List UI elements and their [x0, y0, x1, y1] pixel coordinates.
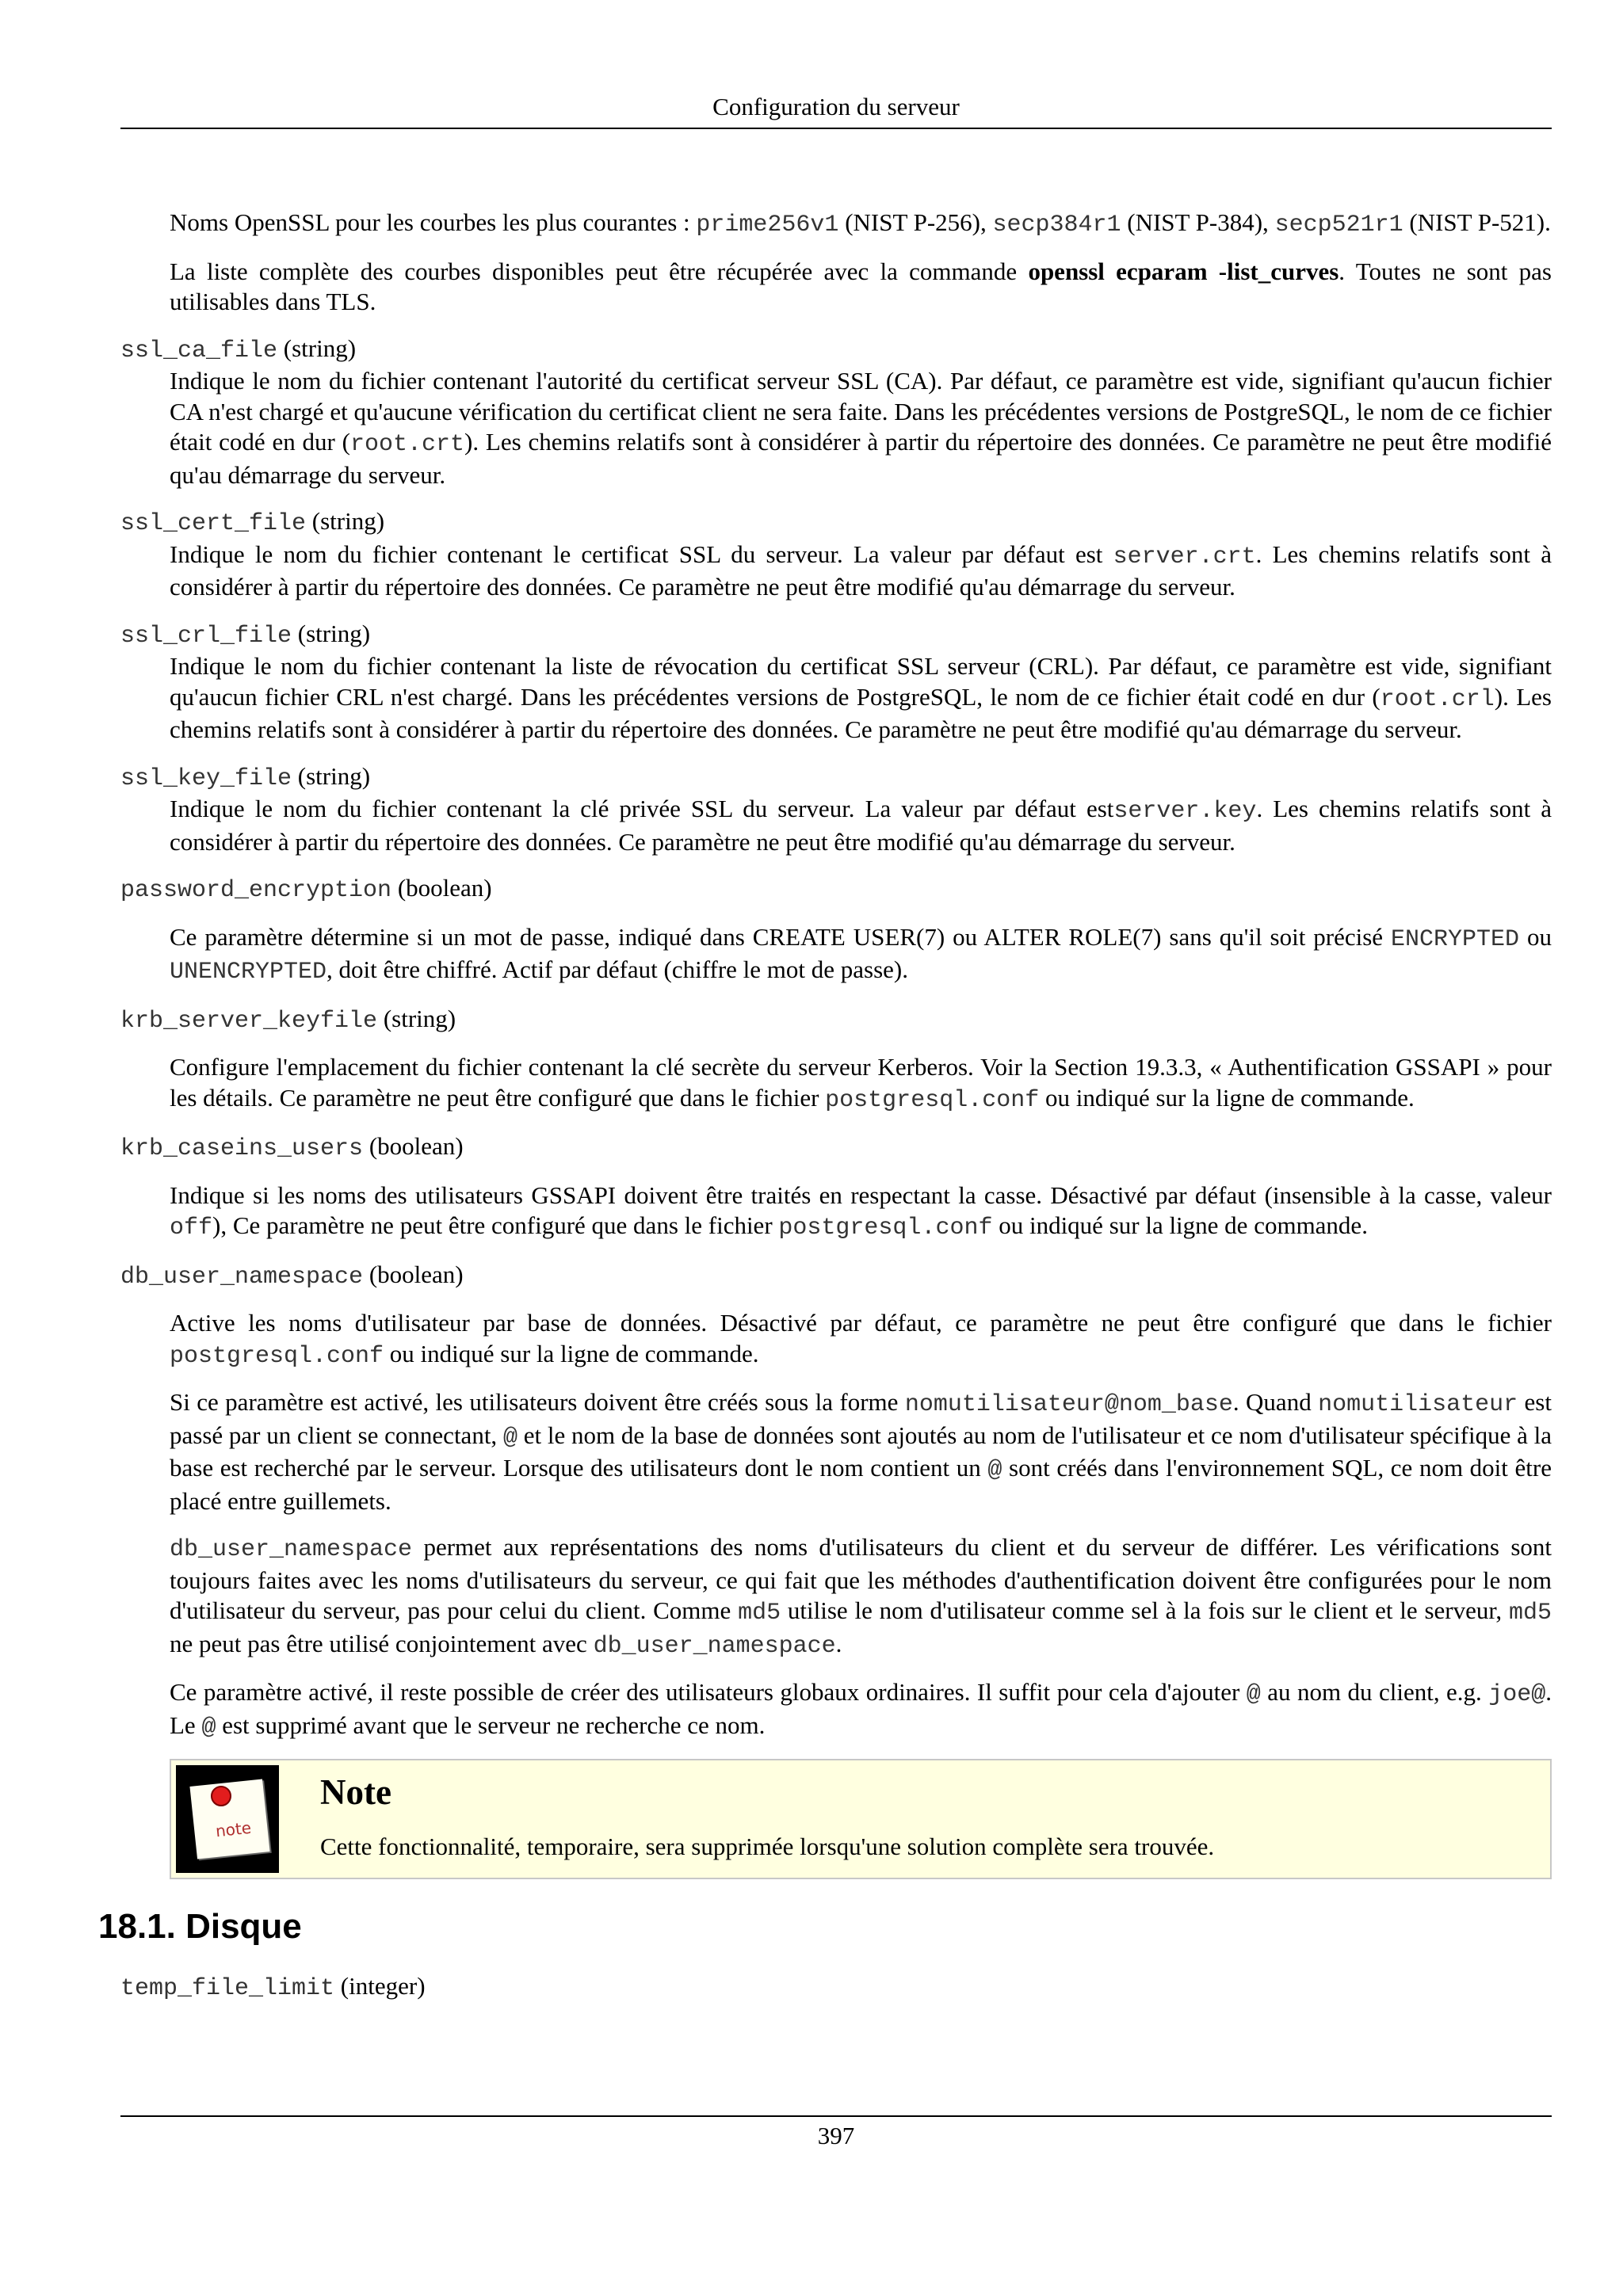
- param-description: [170, 1387, 1552, 1516]
- note-box: [170, 1759, 1552, 1879]
- inline-code: root.crt: [349, 431, 465, 458]
- param-term-ssl-crl-file: [120, 619, 1552, 652]
- param-description: [170, 1532, 1552, 1661]
- param-term-ssl-key-file: [120, 761, 1552, 795]
- param-description: [170, 366, 1552, 490]
- param-type: (string): [292, 761, 371, 790]
- param-type: (boolean): [363, 1260, 464, 1288]
- param-term: [120, 1971, 1552, 2004]
- param-name: ssl_cert_file: [120, 510, 307, 537]
- text-run: Indique le nom du fichier contenant l'autorité du certificat serveur SSL (CA). Par défaut, ce paramètre est vide, signifiant qu'aucun fichier CA n'est chargé et qu'aucune vérification du certificat client ne sera faite. Dans les précédentes versions de PostgreSQL, le nom de ce fichier était codé en dur (: [170, 367, 1552, 456]
- text-run: . Toutes ne sont pas utilisables dans TLS.: [170, 257, 1552, 315]
- param-name: krb_caseins_users: [120, 1135, 364, 1162]
- param-term-krb-caseins-users: [120, 1131, 1552, 1165]
- note-text: Cette fonctionnalité, temporaire, sera supprimée lorsqu'une solution complète sera trouvée.: [320, 1833, 1215, 1860]
- param-name: ssl_crl_file: [120, 622, 292, 650]
- parameter-list: [120, 334, 1552, 1744]
- footer-rule: [120, 2115, 1552, 2117]
- inline-code: md5: [1508, 1600, 1552, 1627]
- text-run: . Les chemins relatifs sont à considérer à partir du répertoire des données. Ce paramètre ne peut être modifié qu'au démarrage du serveur.: [170, 540, 1552, 601]
- text-run: (NIST P-256),: [838, 208, 993, 236]
- text-run: est supprimé avant que le serveur ne recherche ce nom.: [216, 1711, 766, 1739]
- text-run: Noms OpenSSL pour les courbes les plus courantes :: [170, 208, 697, 236]
- text-run: Active les noms d'utilisateur par base de données. Désactivé par défaut, ce paramètre ne peut être configuré que dans le fichier: [170, 1309, 1552, 1337]
- text-run: La liste complète des courbes disponibles peut être récupérée avec la commande: [170, 257, 1029, 285]
- text-run: utilise le nom d'utilisateur comme sel à la fois sur le client et le serveur,: [781, 1596, 1509, 1624]
- param-type: (string): [377, 1004, 456, 1032]
- inline-code: joe@: [1488, 1681, 1546, 1708]
- text-run: ou indiqué sur la ligne de commande.: [1039, 1083, 1415, 1112]
- param-description: [170, 540, 1552, 603]
- text-run: Ce paramètre activé, il reste possible de créer des utilisateurs globaux ordinaires. Il suffit pour cela d'ajouter: [170, 1678, 1247, 1706]
- param-type: (integer): [334, 1972, 426, 2000]
- param-name: ssl_ca_file: [120, 337, 278, 364]
- text-run: permet aux représentations des noms d'utilisateurs du client et du serveur de différer. Les vérifications sont toujours faites avec les noms d'utilisateurs du serveur, ce qui fait que les méthodes d'authentification doivent être configurées pour le nom d'utilisateur du serveur, pas pour celui du client. Comme: [170, 1533, 1552, 1624]
- inline-code: server.crt: [1113, 543, 1256, 570]
- param-description: [170, 1308, 1552, 1371]
- param-type: (boolean): [363, 1132, 464, 1160]
- inline-code: nomutilisateur@nom_base: [904, 1391, 1233, 1418]
- text-run: Configure l'emplacement du fichier contenant la clé secrète du serveur Kerberos. Voir la Section 19.3.3, « Authentification GSSAPI » pour les détails. Ce paramètre ne peut être configuré que dans le fichier: [170, 1053, 1552, 1112]
- text-run: ), Ce paramètre ne peut être configuré que dans le fichier: [212, 1211, 779, 1239]
- page-content: [98, 208, 1552, 2004]
- param-type: (string): [306, 507, 385, 535]
- header-rule: [120, 128, 1552, 129]
- text-run: Si ce paramètre est activé, les utilisateurs doivent être créés sous la forme: [170, 1388, 905, 1416]
- param-name: db_user_namespace: [120, 1263, 364, 1291]
- text-run: .: [835, 1629, 842, 1657]
- text-run: et le nom de la base de données sont ajoutés au nom de l'utilisateur et ce nom d'utilisateur spécifique à la base est recherché par le serveur. Lorsque des utilisateurs dont le nom contient un: [170, 1421, 1552, 1482]
- text-run: . Quand: [1232, 1388, 1319, 1416]
- param-term-password-encryption: [120, 873, 1552, 906]
- text-run: (NIST P-521).: [1403, 208, 1551, 236]
- inline-code: @: [201, 1714, 216, 1741]
- inline-code: prime256v1: [696, 212, 839, 238]
- page-number: 397: [817, 2122, 855, 2149]
- param-type: (string): [292, 619, 371, 647]
- section-heading: 18.1. Disque: [98, 1907, 302, 1946]
- inline-code: db_user_namespace: [170, 1536, 413, 1563]
- inline-code: postgresql.conf: [170, 1342, 384, 1370]
- param-name: password_encryption: [120, 877, 392, 904]
- param-term-db-user-namespace: [120, 1260, 1552, 1293]
- inline-code: secp384r1: [992, 212, 1121, 238]
- text-run: Indique le nom du fichier contenant le certificat SSL du serveur. La valeur par défaut est: [170, 540, 1113, 568]
- text-run: . Le: [170, 1678, 1552, 1739]
- text-run: Indique si les noms des utilisateurs GSSAPI doivent être traités en respectant la casse. Désactivé par défaut (insensible à la casse, valeur: [170, 1180, 1552, 1209]
- param-name: ssl_key_file: [120, 765, 292, 792]
- inline-code: postgresql.conf: [778, 1215, 993, 1241]
- inline-code: nomutilisateur: [1318, 1391, 1518, 1418]
- param-name: krb_server_keyfile: [120, 1007, 378, 1035]
- param-type: (boolean): [391, 874, 492, 902]
- param-description: [170, 1677, 1552, 1743]
- param-term-ssl-cert-file: [120, 506, 1552, 540]
- param-term-ssl-ca-file: [120, 334, 1552, 367]
- inline-code: root.crl: [1380, 685, 1495, 713]
- text-run: ). Les chemins relatifs sont à considérer à partir du répertoire des données. Ce paramètre ne peut être modifié qu'au démarrage du serveur.: [170, 428, 1552, 489]
- page-header: Configuration du serveur: [712, 93, 960, 120]
- note-icon: note: [176, 1765, 279, 1873]
- text-run: . Les chemins relatifs sont à considérer à partir du répertoire des données. Ce paramètre ne peut être modifié qu'au démarrage du serveur.: [170, 795, 1552, 856]
- text-run: ne peut pas être utilisé conjointement avec: [170, 1629, 594, 1657]
- text-run: Indique le nom du fichier contenant la clé privée SSL du serveur. La valeur par défaut est: [170, 795, 1114, 822]
- text-run: ou: [1519, 922, 1552, 951]
- text-run: est passé par un client se connectant,: [170, 1388, 1552, 1449]
- intro-paragraph-list: [170, 257, 1552, 318]
- param-description: [170, 651, 1552, 746]
- text-run: , doit être chiffré. Actif par défaut (chiffre le mot de passe).: [327, 955, 908, 983]
- text-run: Ce paramètre détermine si un mot de passe, indiqué dans CREATE USER(7) ou ALTER ROLE(7) sans qu'il soit précisé: [170, 922, 1391, 951]
- inline-code: @: [502, 1424, 517, 1451]
- param-description: [170, 922, 1552, 988]
- text-run: Indique le nom du fichier contenant la liste de révocation du certificat SSL serveur (CRL). Par défaut, ce paramètre est vide, signifiant qu'aucun fichier CRL n'est chargé. Dans les précédentes versions de PostgreSQL, le nom de ce fichier était codé en dur (: [170, 652, 1552, 711]
- param-type: (string): [277, 334, 357, 362]
- inline-code: secp521r1: [1274, 212, 1403, 238]
- param-description: [170, 1180, 1552, 1244]
- param-name: temp_file_limit: [120, 1975, 335, 2002]
- param-description: [170, 794, 1552, 857]
- inline-code: postgresql.conf: [825, 1086, 1040, 1114]
- param-term-krb-server-keyfile: [120, 1004, 1552, 1037]
- intro-paragraph-curves: [170, 208, 1552, 241]
- inline-code: db_user_namespace: [593, 1632, 836, 1660]
- text-run: au nom du client, e.g.: [1260, 1678, 1489, 1706]
- param-description: [170, 1052, 1552, 1116]
- inline-code: server.key: [1113, 798, 1257, 825]
- text-run: ou indiqué sur la ligne de commande.: [384, 1339, 759, 1367]
- text-run: ). Les chemins relatifs sont à considérer à partir du répertoire des données. Ce paramètre ne peut être modifié qu'au démarrage du serveur.: [170, 682, 1552, 743]
- bold-command: openssl ecparam -list_curves: [1028, 257, 1339, 285]
- inline-code: ENCRYPTED: [1391, 925, 1520, 953]
- inline-code: md5: [738, 1600, 781, 1627]
- inline-code: @: [987, 1457, 1002, 1484]
- note-title: Note: [320, 1772, 391, 1812]
- text-run: ou indiqué sur la ligne de commande.: [992, 1211, 1368, 1239]
- text-run: sont créés dans l'environnement SQL, ce nom doit être placé entre guillemets.: [170, 1454, 1552, 1515]
- inline-code: @: [1246, 1681, 1261, 1708]
- inline-code: off: [170, 1215, 213, 1241]
- text-run: (NIST P-384),: [1121, 208, 1275, 236]
- inline-code: UNENCRYPTED: [170, 959, 327, 986]
